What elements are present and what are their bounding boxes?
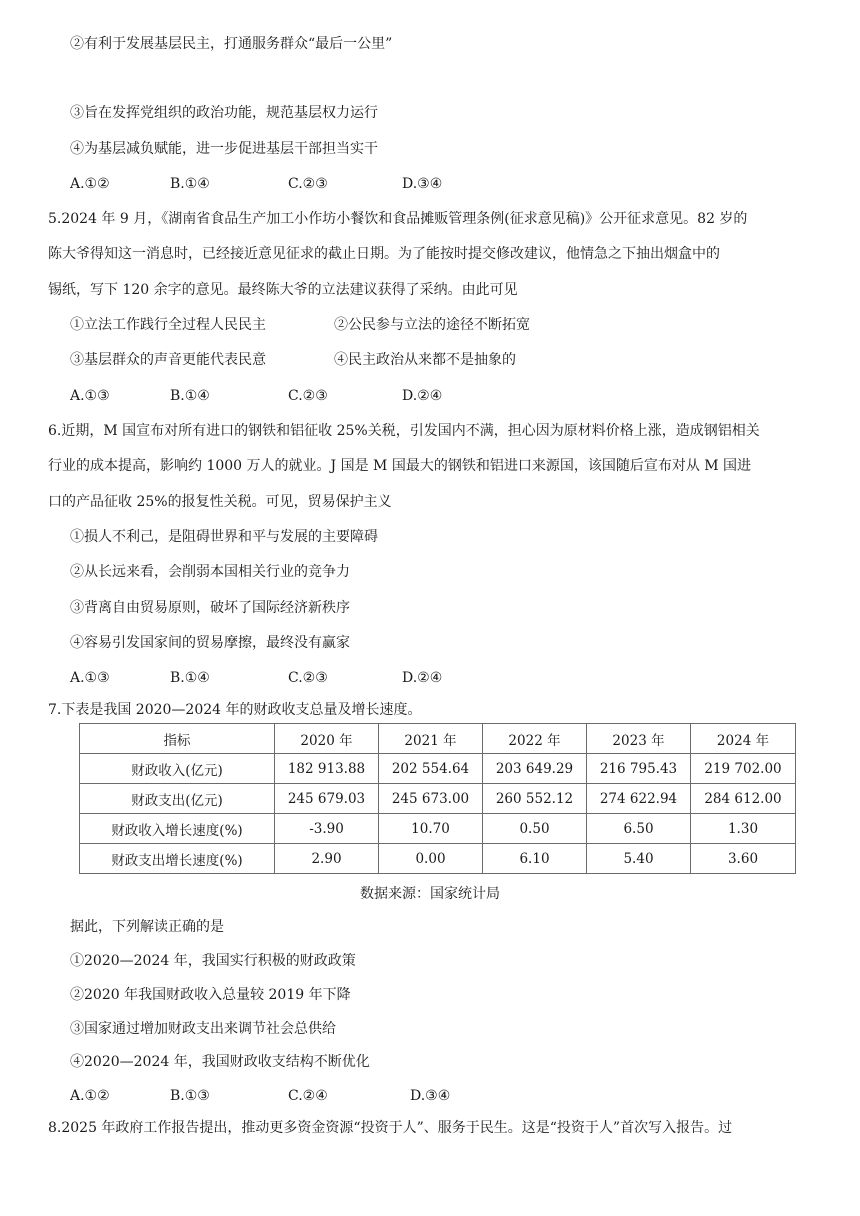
q5-statement-3: ③基层群众的声音更能代表民意 bbox=[70, 352, 266, 368]
q5-option-d: D.②④ bbox=[402, 388, 443, 404]
q7-lead: 据此，下列解读正确的是 bbox=[70, 919, 224, 935]
table-cell: 260 552.12 bbox=[483, 784, 587, 814]
q4-option-c: C.②③ bbox=[288, 176, 328, 192]
q5-statement-2: ②公民参与立法的途径不断拓宽 bbox=[334, 317, 530, 333]
table-row bbox=[80, 814, 796, 844]
table-cell: 3.60 bbox=[691, 844, 796, 874]
table-cell: 203 649.29 bbox=[483, 754, 587, 784]
q6-stem-line-1: 6.近期，M 国宣布对所有进口的钢铁和铝征收 25%关税，引发国内不满，担心因为原材料价格上涨，造成钢铝相关 bbox=[48, 423, 760, 439]
q5-stem-line-3: 锡纸，写下 120 余字的意见。最终陈大爷的立法建议获得了采纳。由此可见 bbox=[48, 282, 518, 298]
table-cell: 5.40 bbox=[587, 844, 691, 874]
fiscal-data-table bbox=[79, 723, 796, 874]
table-row-label: 财政支出增长速度(%) bbox=[80, 844, 275, 874]
q5-option-a: A.①③ bbox=[70, 388, 110, 404]
table-header-cell: 2022 年 bbox=[483, 724, 587, 754]
table-header-cell: 2021 年 bbox=[379, 724, 483, 754]
q5-statement-1: ①立法工作践行全过程人民民主 bbox=[70, 317, 266, 333]
q4-statement-3: ③旨在发挥党组织的政治功能，规范基层权力运行 bbox=[70, 105, 378, 121]
q6-option-c: C.②③ bbox=[288, 670, 328, 686]
table-cell: 6.50 bbox=[587, 814, 691, 844]
table-header-cell: 2020 年 bbox=[275, 724, 379, 754]
q5-option-b: B.①④ bbox=[170, 388, 210, 404]
q7-option-d: D.③④ bbox=[410, 1088, 451, 1104]
table-header-cell: 2024 年 bbox=[691, 724, 796, 754]
table-row bbox=[80, 754, 796, 784]
q6-option-b: B.①④ bbox=[170, 670, 210, 686]
table-row bbox=[80, 784, 796, 814]
q5-stem-line-2: 陈大爷得知这一消息时，已经接近意见征求的截止日期。为了能按时提交修改建议，他情急之下抽出烟盒中的 bbox=[48, 246, 720, 262]
table-source-note: 数据来源：国家统计局 bbox=[360, 886, 500, 902]
table-row-label: 财政支出(亿元) bbox=[80, 784, 275, 814]
q7-statement-1: ①2020—2024 年，我国实行积极的财政政策 bbox=[70, 953, 356, 969]
table-header-cell: 2023 年 bbox=[587, 724, 691, 754]
table-header-row bbox=[80, 724, 796, 754]
q5-statement-4: ④民主政治从来都不是抽象的 bbox=[334, 352, 516, 368]
table-cell: 216 795.43 bbox=[587, 754, 691, 784]
q6-option-d: D.②④ bbox=[402, 670, 443, 686]
q6-stem-line-2: 行业的成本提高，影响约 1000 万人的就业。J 国是 M 国最大的钢铁和铝进口来源国，该国随后宣布对从 M 国进 bbox=[48, 458, 752, 474]
q7-statement-3: ③国家通过增加财政支出来调节社会总供给 bbox=[70, 1021, 336, 1037]
q6-stem-line-3: 口的产品征收 25%的报复性关税。可见，贸易保护主义 bbox=[48, 494, 392, 510]
q4-option-a: A.①② bbox=[70, 176, 110, 192]
q6-option-a: A.①③ bbox=[70, 670, 110, 686]
q7-option-b: B.①③ bbox=[170, 1088, 210, 1104]
q4-statement-2: ②有利于发展基层民主，打通服务群众“最后一公里” bbox=[70, 36, 393, 52]
q7-statement-4: ④2020—2024 年，我国财政收支结构不断优化 bbox=[70, 1054, 370, 1070]
table-cell: 6.10 bbox=[483, 844, 587, 874]
table-cell: 0.00 bbox=[379, 844, 483, 874]
q6-statement-2: ②从长远来看，会削弱本国相关行业的竞争力 bbox=[70, 564, 350, 580]
q7-statement-2: ②2020 年我国财政收入总量较 2019 年下降 bbox=[70, 987, 351, 1003]
table-cell: 182 913.88 bbox=[275, 754, 379, 784]
table-cell: 1.30 bbox=[691, 814, 796, 844]
q6-statement-1: ①损人不利己，是阻碍世界和平与发展的主要障碍 bbox=[70, 529, 378, 545]
table-cell: 202 554.64 bbox=[379, 754, 483, 784]
q5-option-c: C.②③ bbox=[288, 388, 328, 404]
table-cell: 274 622.94 bbox=[587, 784, 691, 814]
table-cell: 245 679.03 bbox=[275, 784, 379, 814]
q6-statement-4: ④容易引发国家间的贸易摩擦，最终没有赢家 bbox=[70, 635, 350, 651]
q4-statement-4: ④为基层减负赋能，进一步促进基层干部担当实干 bbox=[70, 141, 378, 157]
q4-option-b: B.①④ bbox=[170, 176, 210, 192]
q6-statement-3: ③背离自由贸易原则，破坏了国际经济新秩序 bbox=[70, 600, 350, 616]
table-row-label: 财政收入增长速度(%) bbox=[80, 814, 275, 844]
table-cell: 245 673.00 bbox=[379, 784, 483, 814]
table-cell: 2.90 bbox=[275, 844, 379, 874]
table-cell: 284 612.00 bbox=[691, 784, 796, 814]
table-row-label: 财政收入(亿元) bbox=[80, 754, 275, 784]
q4-option-d: D.③④ bbox=[402, 176, 443, 192]
table-header-cell: 指标 bbox=[80, 724, 275, 754]
table-cell: 219 702.00 bbox=[691, 754, 796, 784]
q8-stem-line-1: 8.2025 年政府工作报告提出，推动更多资金资源“投资于人”、服务于民生。这是“投资于人”首次写入报告。过 bbox=[48, 1120, 733, 1136]
q7-option-c: C.②④ bbox=[288, 1088, 328, 1104]
table-cell: 10.70 bbox=[379, 814, 483, 844]
table-row bbox=[80, 844, 796, 874]
table-cell: -3.90 bbox=[275, 814, 379, 844]
table-cell: 0.50 bbox=[483, 814, 587, 844]
q7-option-a: A.①② bbox=[70, 1088, 110, 1104]
q7-stem: 7.下表是我国 2020—2024 年的财政收支总量及增长速度。 bbox=[48, 702, 422, 718]
q5-stem-line-1: 5.2024 年 9 月，《湖南省食品生产加工小作坊小餐饮和食品摊贩管理条例(征求意见稿)》公开征求意见。82 岁的 bbox=[48, 211, 748, 227]
